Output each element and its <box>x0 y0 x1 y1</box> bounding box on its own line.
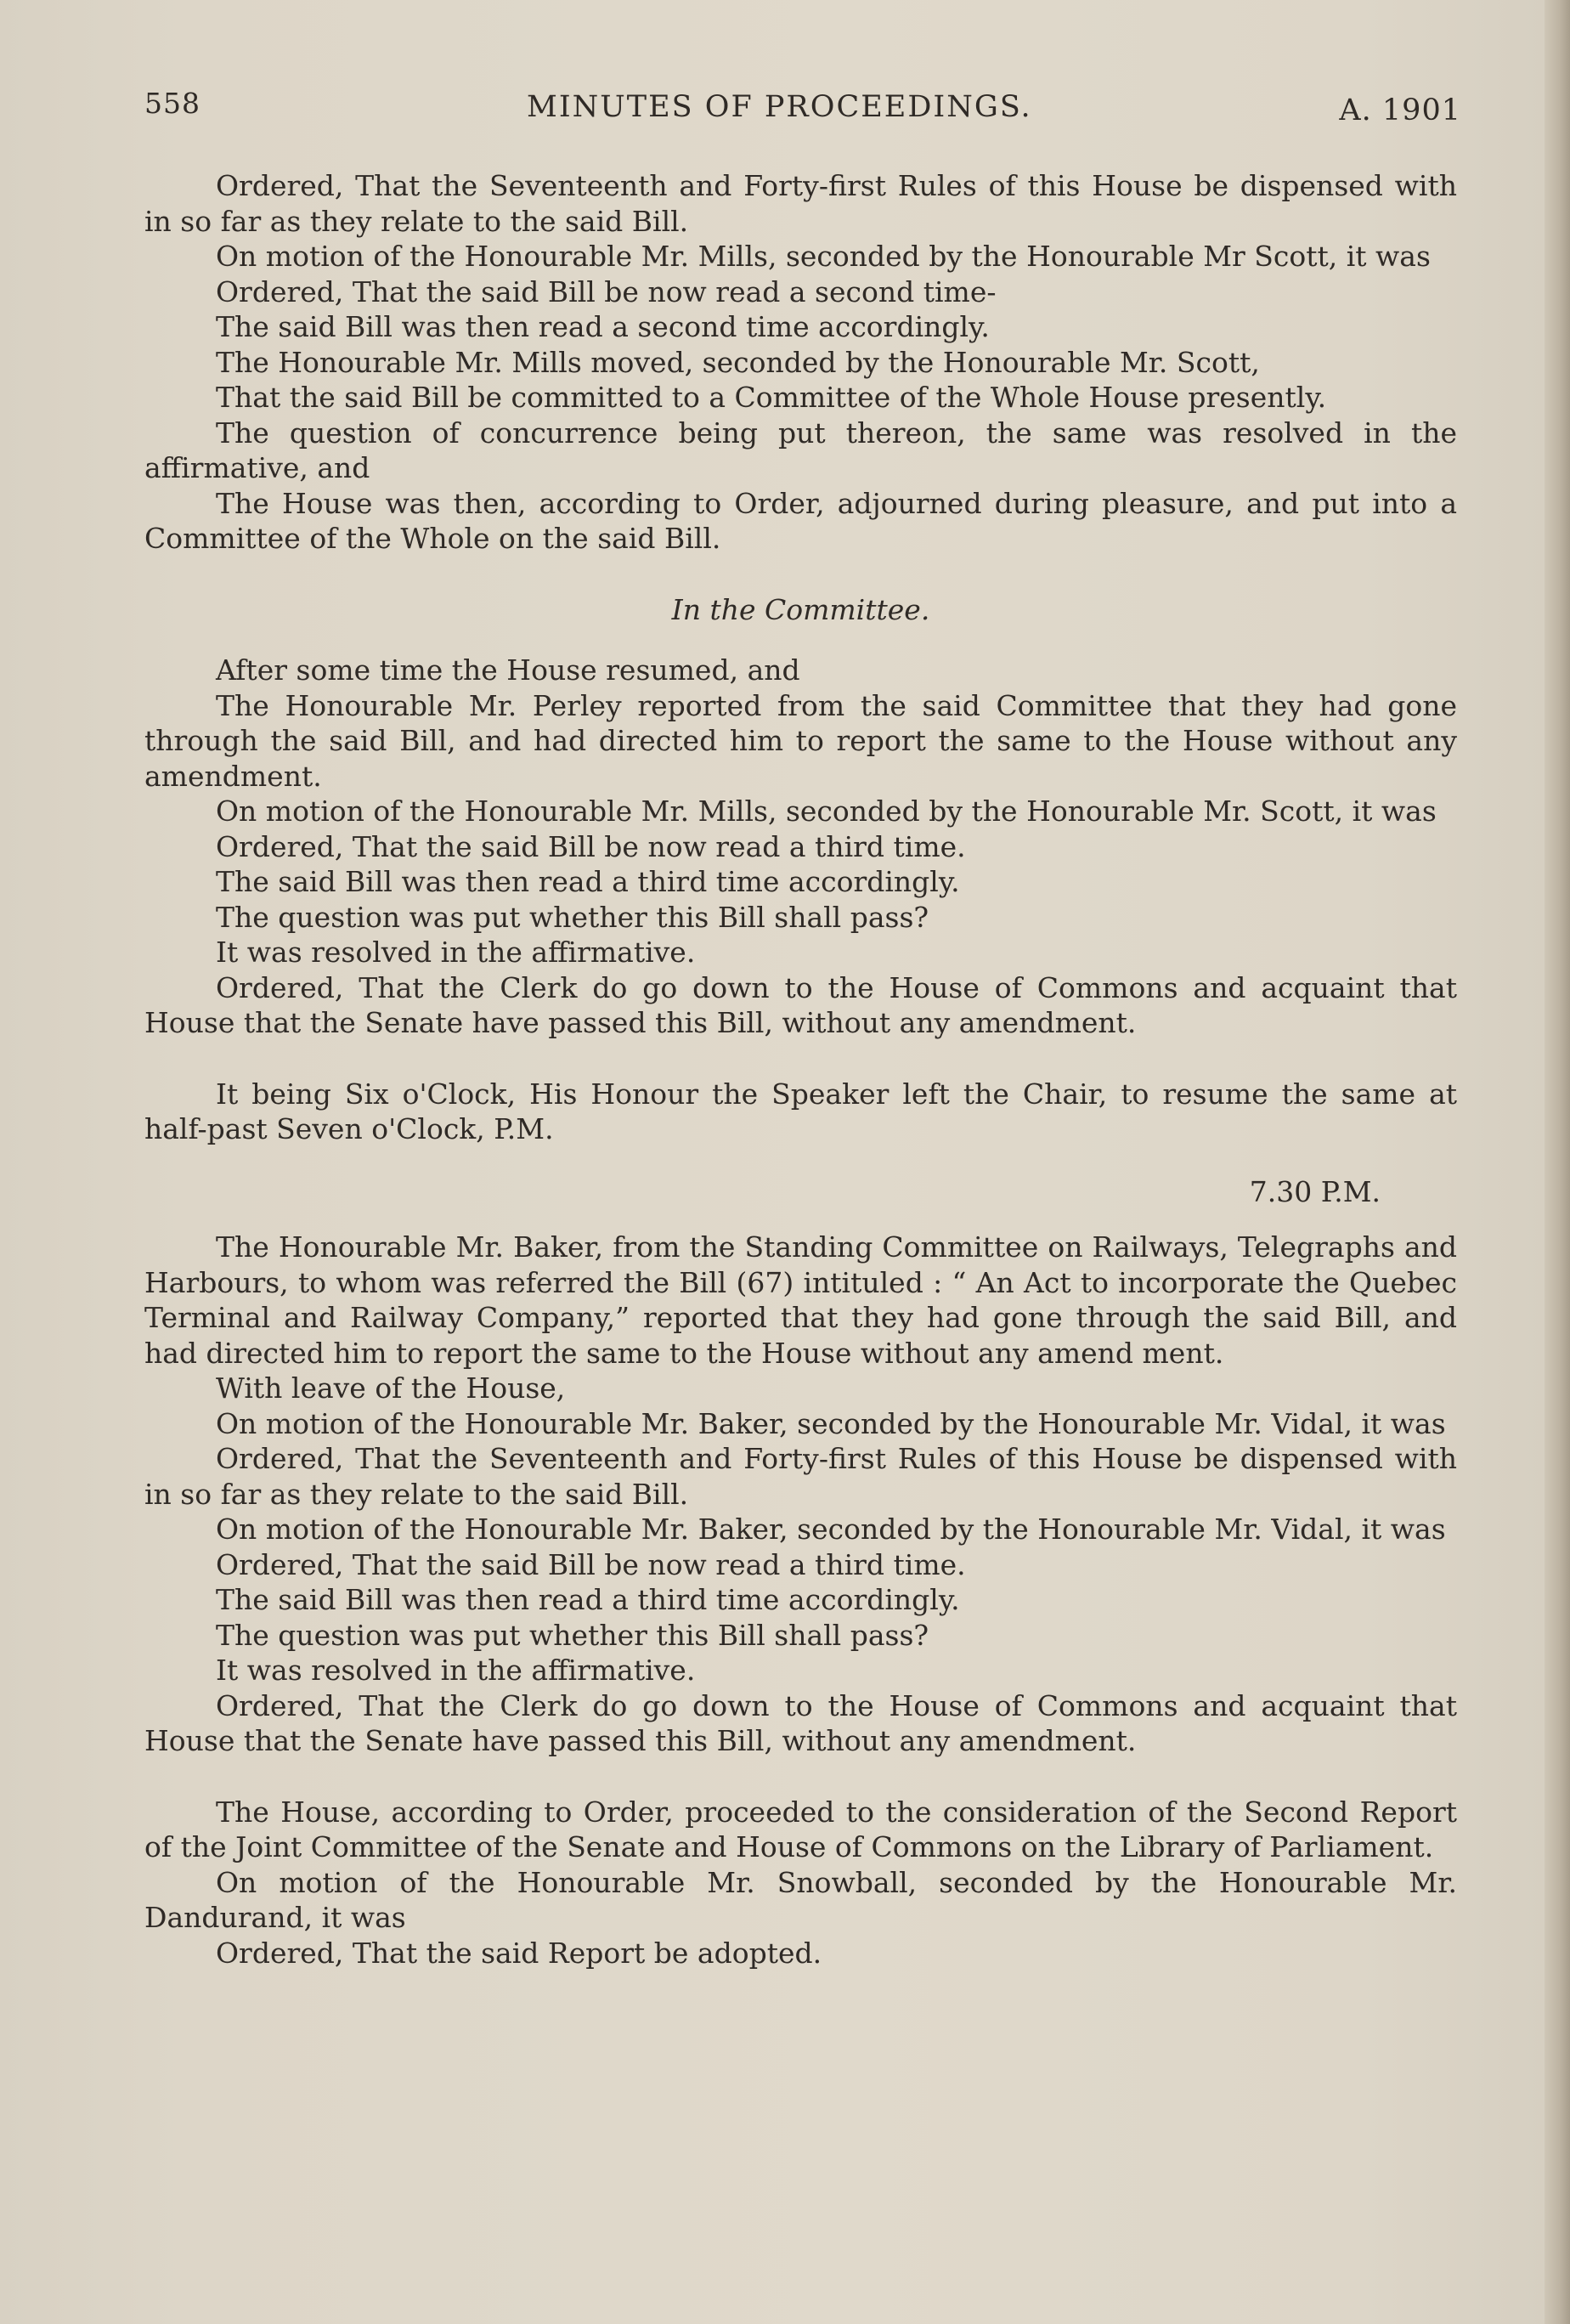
page-header <box>144 82 1461 133</box>
paragraph: Ordered, That the Seventeenth and Forty-first Rules of this House be dispensed with in so far as they relate to the said Bill. <box>144 1442 1457 1511</box>
paragraph: On motion of the Honourable Mr. Baker, seconded by the Honourable Mr. Vidal, it was <box>216 1406 1446 1440</box>
paragraph: With leave of the House, <box>216 1371 566 1405</box>
paragraph: On motion of the Honourable Mr. Mills, seconded by the Honourable Mr Scott, it was <box>216 240 1431 273</box>
spacer <box>144 1041 1457 1077</box>
paragraph: On motion of the Honourable Mr. Snowball, seconded by the Honourable Mr. Dandurand, it was <box>144 1865 1457 1934</box>
running-title: MINUTES OF PROCEEDINGS. <box>527 90 1032 124</box>
spacer <box>144 1759 1457 1795</box>
paragraph: After some time the House resumed, and <box>216 653 800 687</box>
paragraph: The said Bill was then read a second time accordingly. <box>216 310 990 343</box>
paragraph: Ordered, That the Clerk do go down to the House of Commons and acquaint that House that the Senate have passed this Bill, without any amendment. <box>144 1688 1457 1757</box>
document-body <box>144 168 1457 1971</box>
paragraph: Ordered, That the said Bill be now read a third time. <box>216 829 966 863</box>
paragraph: The question of concurrence being put thereon, the same was resolved in the affirmative, and <box>144 416 1457 484</box>
paragraph: The Honourable Mr. Mills moved, seconded by the Honourable Mr. Scott, <box>216 345 1260 379</box>
paragraph: It was resolved in the affirmative. <box>216 936 696 969</box>
paragraph: That the said Bill be committed to a Committee of the Whole House presently. <box>216 381 1327 414</box>
paragraph: Ordered, That the said Bill be now read a second time- <box>216 274 997 308</box>
paragraph: The House was then, according to Order, adjourned during pleasure, and put into a Committee of the Whole on the said Bill. <box>144 486 1457 555</box>
page-edge-shadow <box>1545 0 1570 2324</box>
paragraph: Ordered, That the said Report be adopted. <box>216 1936 822 1970</box>
paragraph: The Honourable Mr. Perley reported from the said Committee that they had gone through the said Bill, and had directed him to report the same to the House without any amendment. <box>144 688 1457 793</box>
paragraph: On motion of the Honourable Mr. Baker, seconded by the Honourable Mr. Vidal, it was <box>216 1513 1446 1546</box>
paragraph: On motion of the Honourable Mr. Mills, seconded by the Honourable Mr. Scott, it was <box>216 794 1437 828</box>
paragraph: Ordered, That the Seventeenth and Forty-first Rules of this House be dispensed with in so far as they relate to the said Bill. <box>144 169 1457 238</box>
session-year: A. 1901 <box>1339 93 1461 127</box>
section-heading: In the Committee. <box>671 592 930 626</box>
paragraph: The question was put whether this Bill shall pass? <box>216 900 929 934</box>
paragraph: It being Six o'Clock, His Honour the Speaker left the Chair, to resume the same at half-past Seven o'Clock, P.M. <box>144 1077 1457 1145</box>
time-stamp: 7.30 P.M. <box>1249 1174 1381 1208</box>
paragraph: Ordered, That the Clerk do go down to the House of Commons and acquaint that House that the Senate have passed this Bill, without any amendment. <box>144 970 1457 1039</box>
paragraph: The question was put whether this Bill shall pass? <box>216 1618 929 1652</box>
page-number: 558 <box>144 87 200 120</box>
paragraph: The House, according to Order, proceeded to the consideration of the Second Report of the Joint Committee of the Senate and House of Commons on the Library of Parliament. <box>144 1795 1457 1863</box>
paragraph: Ordered, That the said Bill be now read a third time. <box>216 1547 966 1581</box>
paragraph: The said Bill was then read a third time accordingly. <box>216 1583 960 1616</box>
paragraph: The said Bill was then read a third time accordingly. <box>216 865 960 898</box>
paragraph: It was resolved in the affirmative. <box>216 1654 696 1687</box>
paragraph: The Honourable Mr. Baker, from the Standing Committee on Railways, Telegraphs and Harbours, to whom was referred the Bill (67) intituled : “ An Act to incorporate the Quebec Terminal and Railway Company,” reported that they had gone through the said Bill, and had directed him to report the same to the House without any amend ment. <box>144 1230 1457 1370</box>
